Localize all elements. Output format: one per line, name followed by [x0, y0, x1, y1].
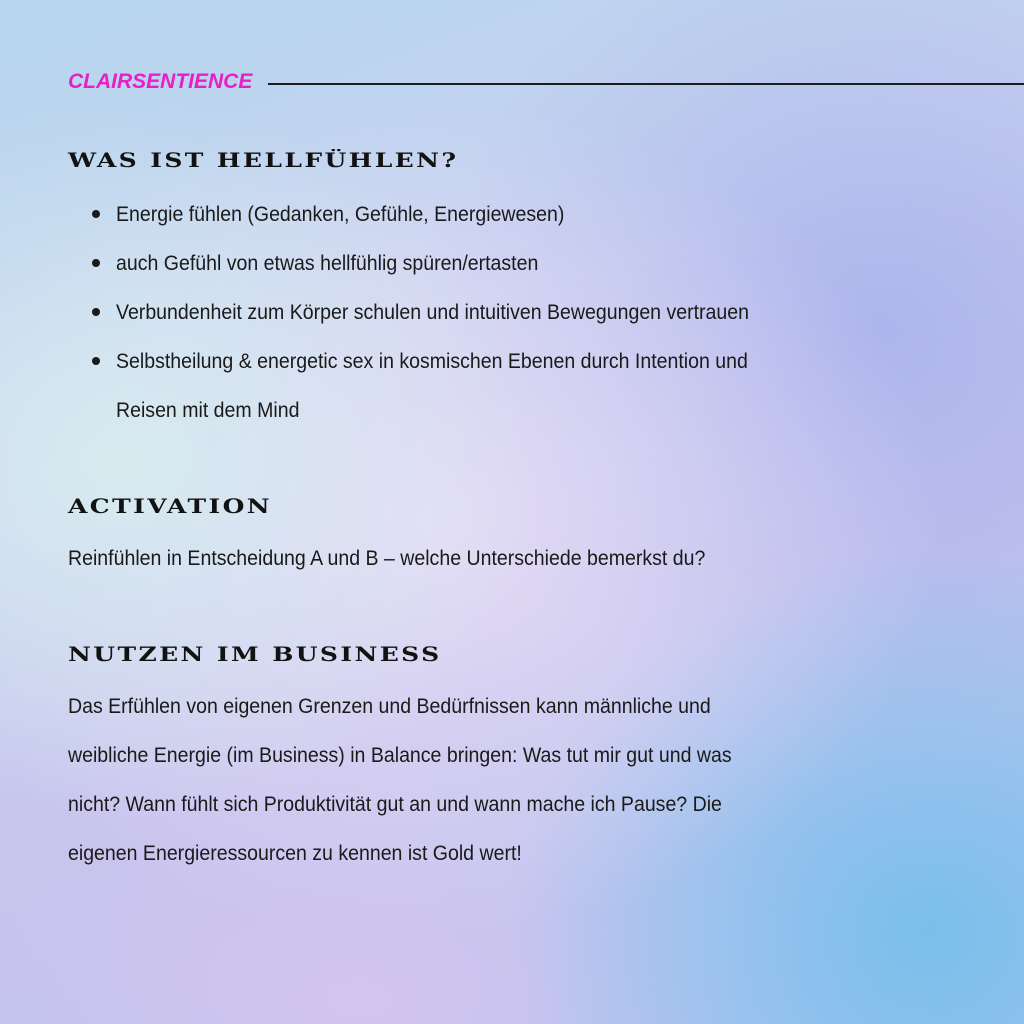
bullet-dot [92, 210, 100, 218]
list-item-text-continued: Reisen mit dem Mind [116, 399, 300, 422]
list-item-text: auch Gefühl von etwas hellfühlig spüren/ertasten [116, 252, 539, 275]
section-title-activation: ACTIVATION [68, 495, 273, 518]
activation-paragraph [68, 534, 753, 583]
list-item-text: Selbstheilung & energetic sex in kosmischen Ebenen durch Intention und [116, 350, 748, 373]
bullet-dot [92, 357, 100, 365]
list-item [90, 239, 797, 288]
list-item [90, 337, 797, 435]
bullet-dot [92, 308, 100, 316]
eyebrow-label: CLAIRSENTIENCE [68, 70, 253, 93]
business-line: eigenen Energieressourcen zu kennen ist Gold wert! [68, 842, 522, 865]
business-line: weibliche Energie (im Business) in Balance bringen: Was tut mir gut und was [68, 744, 732, 767]
business-line: nicht? Wann fühlt sich Produktivität gut an und wann mache ich Pause? Die [68, 793, 722, 816]
list-item [90, 288, 797, 337]
section-title-business: NUTZEN IM BUSINESS [68, 643, 442, 666]
header-divider [268, 83, 1024, 85]
bullet-dot [92, 259, 100, 267]
section-title-hellfuehlen: WAS IST HELLFÜHLEN? [68, 149, 459, 172]
list-item-text: Verbundenheit zum Körper schulen und intuitiven Bewegungen vertrauen [116, 301, 749, 324]
business-paragraph [68, 682, 782, 878]
eyebrow [68, 70, 1024, 94]
list-item-text: Energie fühlen (Gedanken, Gefühle, Energiewesen) [116, 203, 565, 226]
list-item [90, 190, 797, 239]
business-line: Das Erfühlen von eigenen Grenzen und Bedürfnissen kann männliche und [68, 695, 711, 718]
bullet-list [90, 190, 797, 435]
activation-text: Reinfühlen in Entscheidung A und B – welche Unterschiede bemerkst du? [68, 547, 706, 570]
